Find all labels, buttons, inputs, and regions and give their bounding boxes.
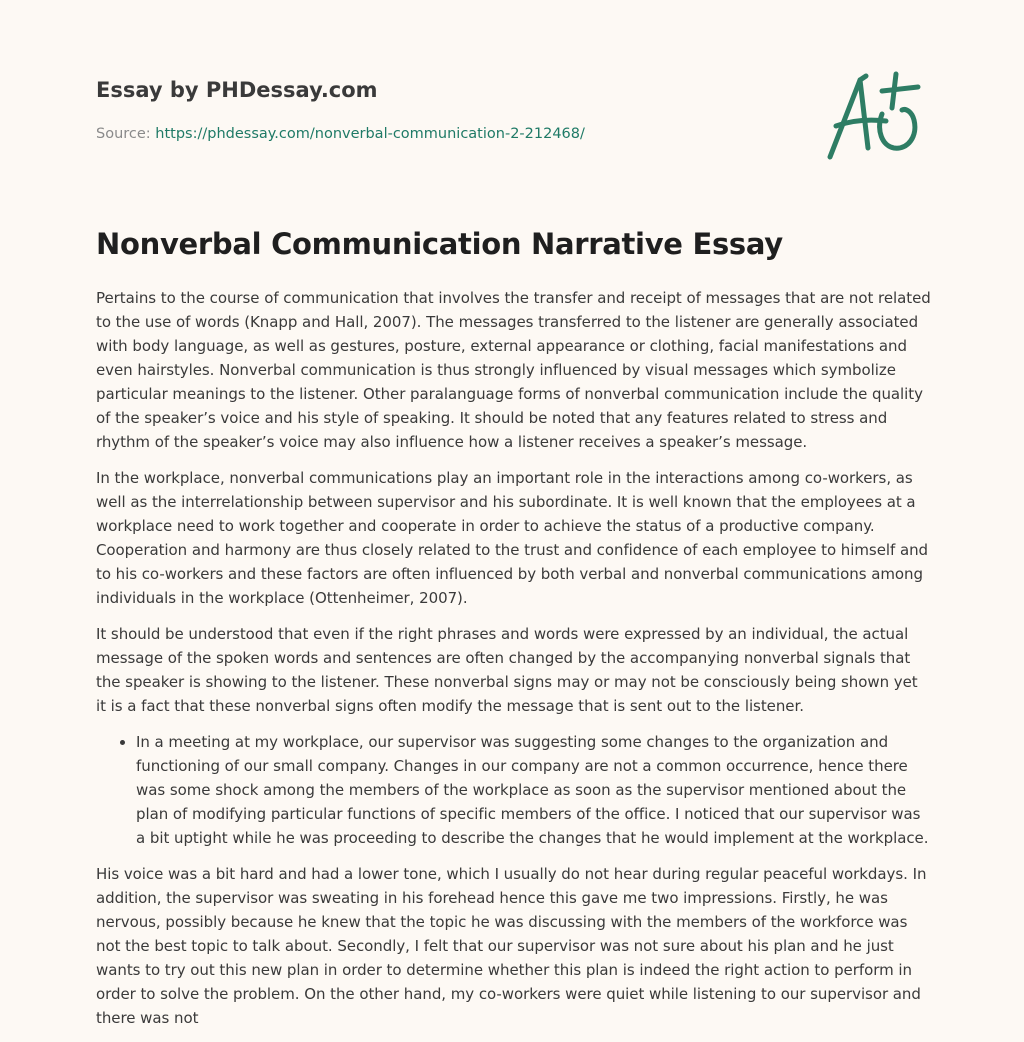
essay-body bbox=[96, 224, 932, 1042]
essay-title: Nonverbal Communication Narrative Essay bbox=[96, 227, 783, 261]
paragraph: His voice was a bit hard and had a lower tone, which I usually do not hear during regular peaceful workdays. In addition, the supervisor was sweating in his forehead hence this gave me two impressions. Firstly, he was nervous, possibly because he knew that the topic he was discussing with the members of the workforce was not the best topic to talk about. Secondly, I felt that our supervisor was not sure about his plan and he just wants to try out this new plan in order to determine whether this plan is indeed the right action to perform in order to solve the problem. On the other hand, my co-workers were quiet while listening to our supervisor and there was not bbox=[96, 865, 927, 1027]
list-item: • In a meeting at my workplace, our supervisor was suggesting some changes to the organization and functioning of our small company. Changes in our company are not a common occurrence, hence there was some shock among the members of the workplace as soon as the supervisor mentioned about the plan of modifying particular functions of specific members of the office. I noticed that our supervisor was a bit uptight while he was proceeding to describe the changes that he would implement at the workplace. bbox=[136, 730, 932, 850]
essay-header bbox=[96, 76, 796, 144]
a-plus-grade-icon bbox=[820, 66, 928, 166]
site-title: Essay by PHDessay.com bbox=[96, 78, 378, 102]
source-line bbox=[96, 124, 796, 144]
source-link[interactable]: https://phdessay.com/nonverbal-communication-2-212468/ bbox=[155, 126, 585, 142]
source-label: Source: bbox=[96, 126, 156, 142]
paragraph: Pertains to the course of communication that involves the transfer and receipt of messages that are not related to the use of words (Knapp and Hall, 2007). The messages transferred to the listener are generally associated with body language, as well as gestures, posture, external appearance or clothing, facial manifestations and even hairstyles. Nonverbal communication is thus strongly influenced by visual messages which symbolize particular meanings to the listener. Other paralanguage forms of nonverbal communication include the quality of the speaker’s voice and his style of speaking. It should be noted that any features related to stress and rhythm of the speaker’s voice may also influence how a listener receives a speaker’s message. bbox=[96, 289, 931, 451]
a-plus-logo bbox=[820, 66, 928, 166]
paragraph: It should be understood that even if the right phrases and words were expressed by an individual, the actual message of the spoken words and sentences are often changed by the accompanying nonverbal signals that the speaker is showing to the listener. These nonverbal signs may or may not be consciously being shown yet it is a fact that these nonverbal signs often modify the message that is sent out to the listener. bbox=[96, 625, 918, 715]
paragraph: In the workplace, nonverbal communications play an important role in the interactions among co-workers, as well as the interrelationship between supervisor and his subordinate. It is well known that the employees at a workplace need to work together and cooperate in order to achieve the status of a productive company. Cooperation and harmony are thus closely related to the trust and confidence of each employee to himself and to his co-workers and these factors are often influenced by both verbal and nonverbal communications among individuals in the workplace (Ottenheimer, 2007). bbox=[96, 469, 929, 607]
bullet-list bbox=[96, 730, 932, 850]
